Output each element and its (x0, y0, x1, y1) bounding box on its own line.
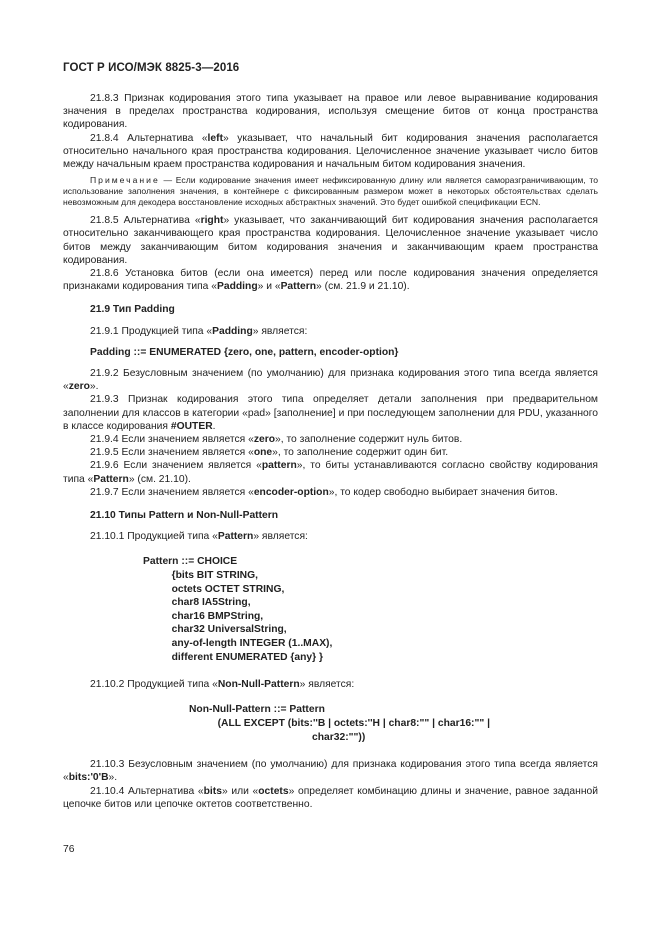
paragraph-text: ». (108, 772, 118, 784)
paragraph-21-8-6 (63, 267, 598, 293)
code-line: char32 UniversalString, (143, 624, 287, 636)
keyword: bits:'0'B (68, 772, 109, 784)
code-line: Non-Null-Pattern ::= Pattern (189, 704, 325, 716)
section-heading-21-10: 21.10 Типы Pattern и Non-Null-Pattern (90, 510, 279, 522)
code-line: any-of-length INTEGER (1..MAX), (143, 638, 333, 650)
code-line: {bits BIT STRING, (143, 570, 258, 582)
code-non-null-pattern-definition (189, 703, 598, 744)
paragraph-text: » (см. 21.10). (128, 473, 191, 485)
paragraph-text: 21.10.2 Продукцией типа « (90, 679, 218, 691)
note (63, 175, 598, 208)
keyword: Pattern (217, 531, 254, 543)
keyword: Pattern (280, 281, 317, 293)
code-line: (ALL EXCEPT (bits:''B | octets:''H | char8:"" | char16:"" | (189, 718, 490, 730)
keyword: one (253, 447, 273, 459)
code-line: char32:"")) (189, 731, 366, 743)
paragraph-text: » определяет комбинацию длины и значение, равное заданной цепочке битов или цепочке октетов соответственно. (63, 785, 599, 810)
paragraph-text: » является: (253, 531, 308, 543)
paragraph-text: 21.9.3 Признак кодирования этого типа определяет детали заполнения при предварительном заполнении для классов в категории «pad» [заполнение] и при последующем заполнении для PDU, указанного в классе кодирования (63, 394, 598, 432)
keyword: Non-Null-Pattern (217, 679, 300, 691)
code-line: different ENUMERATED {any} } (143, 651, 324, 663)
code-pattern-definition (143, 555, 598, 664)
section-heading-21-9: 21.9 Тип Padding (90, 304, 175, 316)
paragraph-text: » является: (252, 325, 308, 337)
keyword: pattern (261, 460, 297, 472)
paragraph-text: 21.9.5 Если значением является « (90, 447, 254, 459)
code-line: char16 BMPString, (143, 610, 264, 622)
paragraph-text: » (см. 21.9 и 21.10). (316, 281, 410, 293)
paragraph-text: 21.8.3 Признак кодирования этого типа указывает на правое или левое выравнивание кодирования значения в пределах пространства кодирования, используя смещение битов от конца пространства кодирования. (63, 93, 598, 131)
keyword: encoder-option (253, 486, 329, 498)
paragraph-text: 21.10.4 Альтернатива « (90, 785, 204, 797)
code-line: char8 IA5String, (143, 597, 251, 609)
paragraph-text: 21.8.5 Альтернатива « (90, 215, 201, 227)
paragraph-21-9-2 (63, 367, 598, 393)
keyword: #OUTER (170, 420, 213, 432)
paragraph-text: » или « (221, 785, 259, 797)
paragraph-21-9-1 (63, 325, 598, 338)
paragraph-text: 21.9.7 Если значением является « (90, 486, 254, 498)
paragraph-text: 21.8.4 Альтернатива « (90, 132, 208, 144)
keyword: Padding (212, 325, 253, 337)
paragraph-21-9-5 (63, 446, 598, 459)
paragraph-text: », то заполнение содержит один бит. (272, 447, 449, 459)
paragraph-text: », то заполнение содержит нуль битов. (275, 434, 463, 446)
keyword: right (200, 215, 224, 227)
code-padding-definition: Padding ::= ENUMERATED {zero, one, pattern, encoder-option} (90, 346, 399, 358)
keyword: zero (68, 381, 90, 393)
paragraph-text: » указывает, что заканчивающий бит кодирования значения располагается относительно заканчивающего края пространства кодирования. Целочисленное значение указывает число битов между заканчивающим битом кодирования значения и заканчивающим краем пространства кодирования. (63, 215, 598, 266)
keyword: octets (258, 785, 289, 797)
paragraph-text: 21.9.1 Продукцией типа « (90, 325, 213, 337)
paragraph-21-10-1 (63, 530, 598, 543)
paragraph-text: 21.10.3 Безусловным значением (по умолчанию) для признака кодирования этого типа всегда является « (63, 759, 598, 784)
keyword: Padding (217, 281, 258, 293)
paragraph-21-10-2 (63, 678, 598, 691)
paragraph-text: ». (89, 381, 99, 393)
paragraph-21-8-5 (63, 214, 598, 267)
paragraph-21-10-3 (63, 758, 598, 784)
note-text: — Если кодирование значения имеет нефиксированную длину или является саморазграничивающим, то использование заполнения значения, в контейнере с фиксированным размером может в некоторых обстоятельствах сделать невозможным для декодера восстановление исходных абстрактных значений. Это будет ошибкой спецификации ECN. (63, 175, 598, 208)
keyword: zero (253, 434, 275, 446)
paragraph-text: », то кодер свободно выбирает значения битов. (328, 486, 558, 498)
paragraph-text: », то биты устанавливаются согласно свойству кодирования типа « (63, 460, 598, 485)
page-number: 76 (63, 844, 75, 855)
code-line: octets OCTET STRING, (143, 583, 285, 595)
keyword: left (207, 132, 223, 144)
paragraph-21-9-7 (63, 486, 598, 499)
paragraph-21-8-4 (63, 132, 598, 172)
paragraph-21-9-4 (63, 433, 598, 446)
note-label: Примечание (90, 175, 160, 186)
paragraph-text: 21.9.4 Если значением является « (90, 434, 254, 446)
paragraph-text: 21.10.1 Продукцией типа « (90, 531, 218, 543)
paragraph-text: » является: (299, 679, 355, 691)
paragraph-text: . (212, 420, 216, 432)
paragraph-21-9-6 (63, 459, 598, 485)
keyword: Pattern (93, 473, 129, 485)
code-line: Pattern ::= CHOICE (143, 556, 238, 568)
paragraph-21-8-3 (63, 92, 598, 132)
paragraph-text: 21.9.6 Если значением является « (90, 460, 262, 472)
paragraph-text: 21.9.2 Безусловным значением (по умолчанию) для признака кодирования этого типа всегда является « (63, 368, 598, 393)
paragraph-text: » указывает, что начальный бит кодирования значения располагается относительно начального края пространства кодирования. Целочисленное значение указывает число битов между начальным краем пространства кодирования и начальным битом кодирования значения. (63, 132, 598, 171)
page-header: ГОСТ Р ИСО/МЭК 8825-3—2016 (63, 62, 240, 74)
paragraph-text: » и « (257, 281, 281, 293)
paragraph-text: 21.8.6 Установка битов (если она имеется) перед или после кодирования значения определяется признаками кодирования типа « (63, 268, 598, 293)
paragraph-21-9-3 (63, 393, 598, 433)
keyword: bits (203, 785, 222, 797)
paragraph-21-10-4 (63, 785, 598, 811)
document-body (63, 92, 598, 811)
